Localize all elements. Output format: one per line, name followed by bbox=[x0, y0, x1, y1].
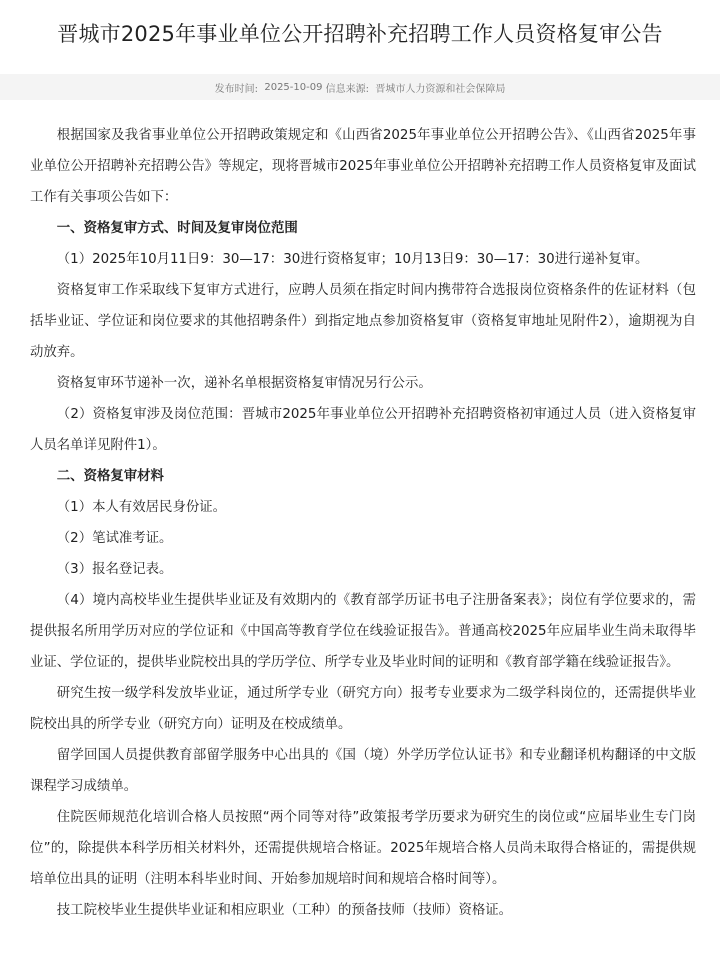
publish-date: 2025-10-09 bbox=[264, 81, 323, 93]
paragraph: （3）报名登记表。 bbox=[56, 562, 173, 577]
paragraph: （1）2025年10月11日9：30—17：30进行资格复审；10月13日9：30—17：30进行递补复审。 bbox=[56, 252, 649, 267]
paragraph: 技工院校毕业生提供毕业证和相应职业（工种）的预备技师（技师）资格证。 bbox=[56, 903, 513, 918]
paragraph: （4）境内高校毕业生提供毕业证及有效期内的《教育部学历证书电子注册备案表》；岗位有学位要求的，需提供报名所用学历对应的学位证和《中国高等教育学位在线验证报告》。普通高校2025年应届毕业生尚未取得毕业证、学位证的，提供毕业院校出具的学历学位、所学专业及毕业时间的证明和《教育部学籍在线验证报告》。 bbox=[30, 593, 696, 670]
title-area bbox=[0, 0, 720, 64]
section-heading: 二、资格复审材料 bbox=[56, 469, 164, 484]
paragraph: 资格复审工作采取线下复审方式进行，应聘人员须在指定时间内携带符合选报岗位资格条件的佐证材料（包括毕业证、学位证和岗位要求的其他招聘条件）到指定地点参加资格复审（资格复审地址见附件2），逾期视为自动放弃。 bbox=[30, 283, 696, 360]
paragraph: 留学回国人员提供教育部留学服务中心出具的《国（境）外学历学位认证书》和专业翻译机构翻译的中文版课程学习成绩单。 bbox=[30, 748, 696, 794]
paragraph: 根据国家及我省事业单位公开招聘政策规定和《山西省2025年事业单位公开招聘公告》、《山西省2025年事业单位公开招聘补充招聘公告》等规定，现将晋城市2025年事业单位公开招聘补充招聘工作人员资格复审及面试工作有关事项公告如下： bbox=[30, 128, 696, 205]
article-body bbox=[0, 100, 720, 926]
section-heading: 一、资格复审方式、时间及复审岗位范围 bbox=[56, 221, 298, 236]
paragraph: 资格复审环节递补一次，递补名单根据资格复审情况另行公示。 bbox=[56, 376, 432, 391]
source-value: 晋城市人力资源和社会保障局 bbox=[375, 83, 506, 95]
paragraph: （1）本人有效居民身份证。 bbox=[56, 500, 227, 515]
meta-bar bbox=[0, 74, 720, 100]
publish-label: 发布时间: bbox=[214, 83, 258, 95]
paragraph: 研究生按一级学科发放毕业证，通过所学专业（研究方向）报考专业要求为二级学科岗位的，还需提供毕业院校出具的所学专业（研究方向）证明及在校成绩单。 bbox=[30, 686, 696, 732]
source-label: 信息来源: bbox=[325, 83, 370, 95]
paragraph: 住院医师规范化培训合格人员按照“两个同等对待”政策报考学历要求为研究生的岗位或“应届毕业生专门岗位”的，除提供本科学历相关材料外，还需提供规培合格证。2025年规培合格人员尚未取得合格证的，需提供规培单位出具的证明（注明本科毕业时间、开始参加规培时间和规培合格时间等）。 bbox=[30, 810, 696, 887]
page-title: 晋城市2025年事业单位公开招聘补充招聘工作人员资格复审公告 bbox=[57, 22, 663, 46]
paragraph: （2）资格复审涉及岗位范围：晋城市2025年事业单位公开招聘补充招聘资格初审通过人员（进入资格复审人员名单详见附件1）。 bbox=[30, 407, 696, 453]
paragraph: （2）笔试准考证。 bbox=[56, 531, 173, 546]
